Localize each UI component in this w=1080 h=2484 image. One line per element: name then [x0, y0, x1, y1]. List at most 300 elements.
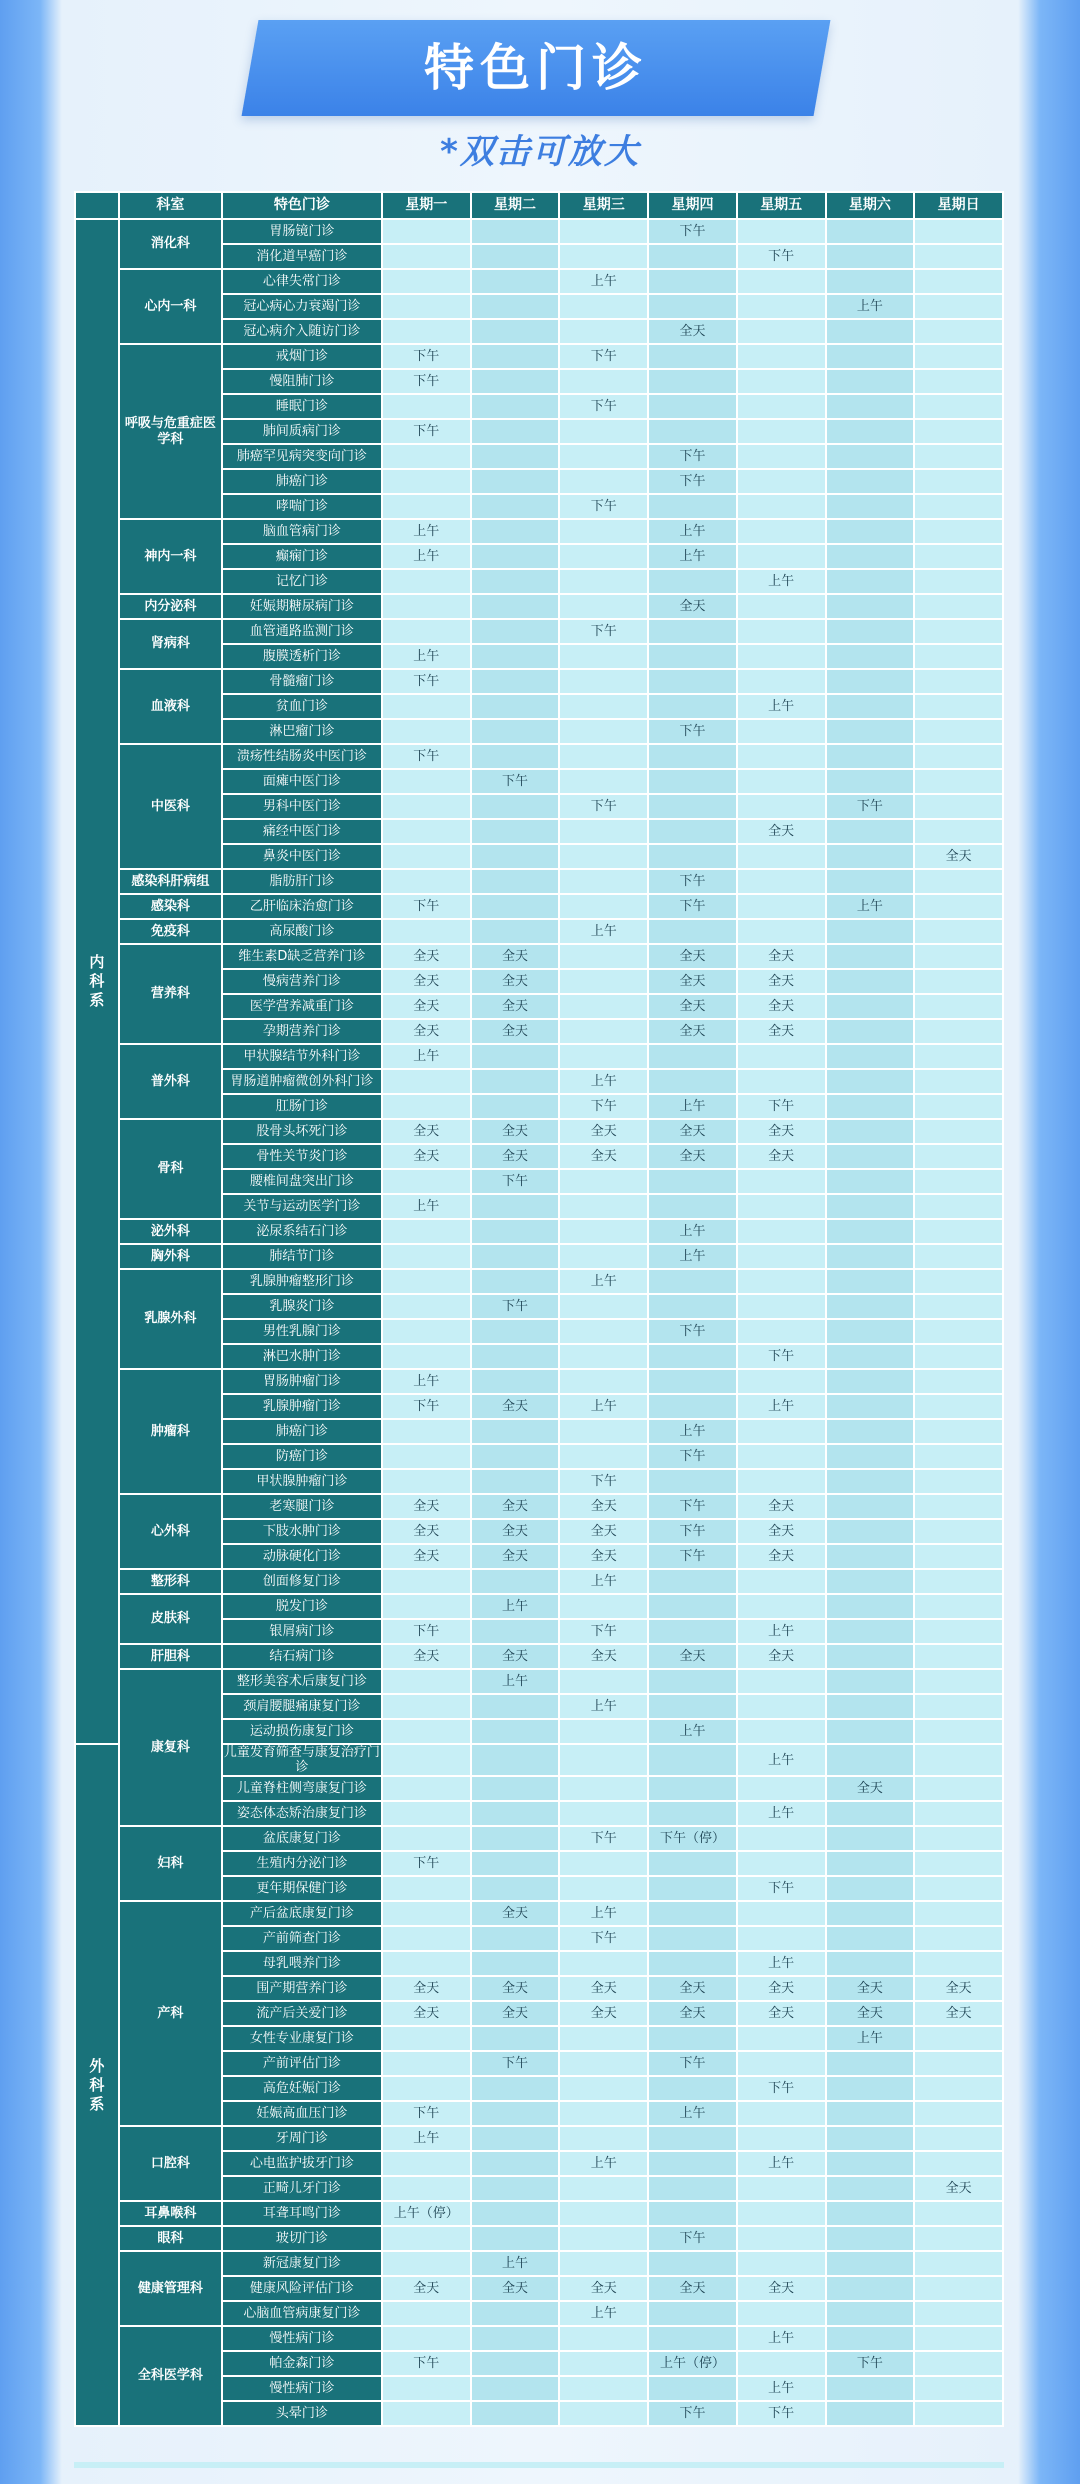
- table-row: [76, 2227, 1002, 2250]
- schedule-cell: [738, 470, 825, 493]
- clinic-name: 鼻炎中医门诊: [223, 845, 381, 868]
- schedule-cell: [472, 595, 559, 618]
- schedule-cell: [560, 2377, 647, 2400]
- schedule-cell: 上午: [827, 295, 914, 318]
- dept-cell: 肿瘤科: [120, 1370, 221, 1493]
- schedule-cell: [738, 2302, 825, 2325]
- schedule-cell: [915, 720, 1002, 743]
- schedule-cell: [915, 1020, 1002, 1043]
- schedule-cell: [827, 920, 914, 943]
- clinic-name: 哮喘门诊: [223, 495, 381, 518]
- schedule-cell: [649, 2077, 736, 2100]
- schedule-cell: [915, 245, 1002, 268]
- schedule-cell: [383, 445, 470, 468]
- schedule-cell: 全天: [472, 1495, 559, 1518]
- system-label: 外 科 系: [76, 1745, 118, 2425]
- table-row: [76, 920, 1002, 943]
- schedule-cell: [472, 2202, 559, 2225]
- schedule-cell: [472, 695, 559, 718]
- schedule-cell: [383, 470, 470, 493]
- schedule-cell: [915, 670, 1002, 693]
- clinic-name: 创面修复门诊: [223, 1570, 381, 1593]
- page-title: 特色门诊: [424, 39, 648, 97]
- schedule-cell: [383, 795, 470, 818]
- schedule-cell: [472, 870, 559, 893]
- clinic-name: 面瘫中医门诊: [223, 770, 381, 793]
- schedule-cell: [827, 995, 914, 1018]
- schedule-cell: [827, 2402, 914, 2425]
- schedule-cell: [560, 1345, 647, 1368]
- schedule-cell: [738, 1852, 825, 1875]
- schedule-cell: [649, 1902, 736, 1925]
- schedule-cell: [738, 1720, 825, 1743]
- schedule-cell: 全天: [738, 1545, 825, 1568]
- schedule-cell: [472, 1420, 559, 1443]
- schedule-cell: [827, 820, 914, 843]
- schedule-cell: [827, 2252, 914, 2275]
- schedule-cell: [383, 395, 470, 418]
- schedule-cell: [560, 2052, 647, 2075]
- schedule-cell: [383, 1420, 470, 1443]
- schedule-cell: [560, 545, 647, 568]
- schedule-cell: [827, 720, 914, 743]
- schedule-cell: [472, 2227, 559, 2250]
- schedule-cell: 上午: [827, 895, 914, 918]
- schedule-cell: [649, 2027, 736, 2050]
- clinic-name: 冠心病介入随访门诊: [223, 320, 381, 343]
- schedule-cell: [472, 1570, 559, 1593]
- schedule-table-wrap: [74, 191, 1004, 2427]
- schedule-cell: [560, 2127, 647, 2150]
- clinic-name: 产前评估门诊: [223, 2052, 381, 2075]
- schedule-cell: [649, 1852, 736, 1875]
- schedule-cell: [827, 395, 914, 418]
- schedule-cell: [560, 1445, 647, 1468]
- schedule-cell: [649, 1570, 736, 1593]
- schedule-cell: [649, 1070, 736, 1093]
- clinic-name: 儿童脊柱侧弯康复门诊: [223, 1777, 381, 1800]
- schedule-cell: [383, 1877, 470, 1900]
- schedule-cell: [915, 645, 1002, 668]
- schedule-cell: [383, 570, 470, 593]
- table-row: [76, 2327, 1002, 2350]
- table-row: [76, 895, 1002, 918]
- clinic-name: 肛肠门诊: [223, 1095, 381, 1118]
- schedule-cell: [827, 1595, 914, 1618]
- schedule-cell: [560, 2102, 647, 2125]
- schedule-cell: [738, 295, 825, 318]
- schedule-cell: [915, 1802, 1002, 1825]
- schedule-cell: [649, 1927, 736, 1950]
- dept-cell: 肝胆科: [120, 1645, 221, 1668]
- clinic-name: 股骨头坏死门诊: [223, 1120, 381, 1143]
- schedule-cell: 全天: [383, 1645, 470, 1668]
- schedule-cell: [915, 1720, 1002, 1743]
- schedule-cell: 全天: [649, 595, 736, 618]
- schedule-cell: [915, 2127, 1002, 2150]
- dept-cell: 眼科: [120, 2227, 221, 2250]
- clinic-name: 儿童发育筛查与康复治疗门诊: [223, 1745, 380, 1775]
- dept-cell: 胸外科: [120, 1245, 221, 1268]
- dept-cell: 口腔科: [120, 2127, 221, 2200]
- schedule-cell: [383, 1570, 470, 1593]
- schedule-cell: 全天: [738, 970, 825, 993]
- schedule-cell: [383, 2252, 470, 2275]
- schedule-cell: 全天: [472, 1395, 559, 1418]
- schedule-cell: [827, 2302, 914, 2325]
- schedule-cell: 下午: [472, 770, 559, 793]
- schedule-cell: [915, 570, 1002, 593]
- schedule-cell: [915, 1520, 1002, 1543]
- schedule-cell: [560, 1720, 647, 1743]
- schedule-cell: [738, 620, 825, 643]
- schedule-cell: [472, 2127, 559, 2150]
- schedule-cell: 上午: [649, 1220, 736, 1243]
- table-row: [76, 1045, 1002, 1068]
- clinic-name: 老寒腿门诊: [223, 1495, 381, 1518]
- header-corner: [76, 193, 118, 218]
- schedule-cell: [560, 845, 647, 868]
- clinic-name: 肺间质病门诊: [223, 420, 381, 443]
- clinic-name: 乙肝临床治愈门诊: [223, 895, 381, 918]
- schedule-cell: [383, 1170, 470, 1193]
- schedule-cell: [649, 1877, 736, 1900]
- schedule-cell: [827, 670, 914, 693]
- schedule-cell: [649, 1777, 736, 1800]
- schedule-cell: 下午: [560, 495, 647, 518]
- schedule-cell: [915, 1670, 1002, 1693]
- schedule-cell: 全天: [560, 1120, 647, 1143]
- schedule-cell: [472, 245, 559, 268]
- schedule-cell: 下午: [738, 245, 825, 268]
- schedule-cell: [649, 1620, 736, 1643]
- schedule-cell: [472, 795, 559, 818]
- schedule-cell: 上午: [649, 545, 736, 568]
- schedule-cell: [738, 795, 825, 818]
- schedule-cell: [827, 870, 914, 893]
- schedule-cell: [738, 2102, 825, 2125]
- schedule-cell: [383, 320, 470, 343]
- table-row: [76, 2202, 1002, 2225]
- schedule-cell: 上午: [472, 2252, 559, 2275]
- schedule-cell: [827, 1827, 914, 1850]
- dept-cell: 营养科: [120, 945, 221, 1043]
- schedule-cell: 上午: [649, 2102, 736, 2125]
- schedule-cell: [560, 2202, 647, 2225]
- schedule-cell: [560, 1370, 647, 1393]
- schedule-cell: [915, 545, 1002, 568]
- schedule-cell: [472, 1220, 559, 1243]
- schedule-cell: [383, 845, 470, 868]
- clinic-name: 骨髓瘤门诊: [223, 670, 381, 693]
- schedule-cell: [383, 1695, 470, 1718]
- schedule-cell: [738, 395, 825, 418]
- schedule-cell: [560, 445, 647, 468]
- schedule-cell: [827, 1070, 914, 1093]
- schedule-cell: [827, 770, 914, 793]
- schedule-cell: [915, 895, 1002, 918]
- schedule-cell: 全天: [649, 1120, 736, 1143]
- schedule-cell: 下午: [383, 345, 470, 368]
- table-row: [76, 2127, 1002, 2150]
- schedule-cell: 全天: [738, 2277, 825, 2300]
- schedule-cell: [915, 2252, 1002, 2275]
- clinic-name: 盆底康复门诊: [223, 1827, 381, 1850]
- schedule-cell: 上午: [738, 2152, 825, 2175]
- schedule-cell: 上午（停）: [649, 2352, 736, 2375]
- dept-cell: 中医科: [120, 745, 221, 868]
- schedule-cell: [472, 520, 559, 543]
- schedule-cell: 下午: [560, 620, 647, 643]
- schedule-cell: [649, 1470, 736, 1493]
- schedule-cell: [915, 1470, 1002, 1493]
- clinic-name: 牙周门诊: [223, 2127, 381, 2150]
- schedule-cell: 上午: [560, 1570, 647, 1593]
- schedule-cell: [827, 570, 914, 593]
- table-row: [76, 1570, 1002, 1593]
- schedule-cell: 全天: [383, 1495, 470, 1518]
- schedule-cell: [827, 2052, 914, 2075]
- header-sun: 星期日: [915, 193, 1002, 218]
- schedule-cell: [472, 1070, 559, 1093]
- schedule-cell: [738, 1295, 825, 1318]
- schedule-cell: [915, 770, 1002, 793]
- clinic-name: 胃肠肿瘤门诊: [223, 1370, 381, 1393]
- schedule-cell: [915, 795, 1002, 818]
- schedule-cell: [560, 295, 647, 318]
- schedule-cell: 全天: [383, 970, 470, 993]
- header-thu: 星期四: [649, 193, 736, 218]
- schedule-cell: [738, 1320, 825, 1343]
- schedule-cell: 全天: [383, 2002, 470, 2025]
- schedule-cell: [827, 1095, 914, 1118]
- schedule-cell: 上午: [560, 270, 647, 293]
- schedule-cell: [472, 2177, 559, 2200]
- schedule-cell: 全天: [383, 1977, 470, 2000]
- schedule-cell: 全天: [383, 2277, 470, 2300]
- clinic-name: 生殖内分泌门诊: [223, 1852, 381, 1875]
- dept-cell: 呼吸与危重症医学科: [120, 345, 221, 518]
- schedule-cell: 下午: [738, 2077, 825, 2100]
- schedule-cell: [649, 2252, 736, 2275]
- clinic-name: 耳聋耳鸣门诊: [223, 2202, 381, 2225]
- schedule-cell: [915, 870, 1002, 893]
- schedule-cell: 上午: [383, 2127, 470, 2150]
- schedule-cell: 全天: [915, 2002, 1002, 2025]
- schedule-cell: 下午: [472, 1170, 559, 1193]
- schedule-cell: [738, 1470, 825, 1493]
- schedule-cell: [827, 945, 914, 968]
- schedule-cell: [560, 1745, 647, 1775]
- schedule-cell: [560, 2177, 647, 2200]
- schedule-cell: [560, 2252, 647, 2275]
- schedule-cell: [472, 2152, 559, 2175]
- schedule-cell: 上午: [560, 1270, 647, 1293]
- schedule-cell: 下午: [649, 470, 736, 493]
- schedule-cell: 上午: [738, 1802, 825, 1825]
- schedule-cell: [560, 1170, 647, 1193]
- schedule-cell: [827, 220, 914, 243]
- schedule-cell: [383, 1245, 470, 1268]
- schedule-cell: 全天: [383, 995, 470, 1018]
- schedule-cell: [827, 1295, 914, 1318]
- dept-cell: 乳腺外科: [120, 1270, 221, 1368]
- schedule-cell: [915, 1852, 1002, 1875]
- schedule-cell: [915, 1952, 1002, 1975]
- dept-cell: 感染科肝病组: [120, 870, 221, 893]
- schedule-cell: [915, 320, 1002, 343]
- schedule-cell: 全天: [472, 1902, 559, 1925]
- clinic-name: 淋巴水肿门诊: [223, 1345, 381, 1368]
- clinic-name: 贫血门诊: [223, 695, 381, 718]
- schedule-cell: [738, 745, 825, 768]
- schedule-cell: 全天: [560, 1645, 647, 1668]
- schedule-cell: 全天: [560, 2277, 647, 2300]
- clinic-name: 健康风险评估门诊: [223, 2277, 381, 2300]
- schedule-cell: [738, 1370, 825, 1393]
- clinic-name: 戒烟门诊: [223, 345, 381, 368]
- schedule-cell: [472, 295, 559, 318]
- clinic-name: 淋巴瘤门诊: [223, 720, 381, 743]
- schedule-cell: [383, 2177, 470, 2200]
- clinic-name: 妊娠高血压门诊: [223, 2102, 381, 2125]
- schedule-cell: 上午: [560, 2302, 647, 2325]
- schedule-cell: 全天: [738, 1120, 825, 1143]
- schedule-cell: [560, 1320, 647, 1343]
- dept-cell: 免疫科: [120, 920, 221, 943]
- clinic-name: 慢性病门诊: [223, 2327, 381, 2350]
- schedule-cell: [472, 420, 559, 443]
- schedule-cell: [649, 1170, 736, 1193]
- schedule-cell: [827, 1245, 914, 1268]
- schedule-cell: 下午: [738, 1877, 825, 1900]
- zoom-hint: *双击可放大: [440, 132, 640, 172]
- schedule-cell: [915, 2052, 1002, 2075]
- schedule-cell: [383, 770, 470, 793]
- schedule-cell: [383, 620, 470, 643]
- schedule-cell: [649, 2152, 736, 2175]
- schedule-cell: 全天: [560, 1520, 647, 1543]
- schedule-cell: [738, 2177, 825, 2200]
- schedule-cell: 全天: [472, 1145, 559, 1168]
- schedule-cell: [738, 545, 825, 568]
- schedule-cell: [649, 1045, 736, 1068]
- schedule-cell: 上午: [383, 645, 470, 668]
- schedule-cell: [649, 270, 736, 293]
- schedule-cell: [472, 1952, 559, 1975]
- dept-cell: 血液科: [120, 670, 221, 743]
- schedule-cell: [827, 1927, 914, 1950]
- schedule-cell: 下午: [738, 1095, 825, 1118]
- clinic-name: 肺癌罕见病突变向门诊: [223, 445, 381, 468]
- table-row: [76, 870, 1002, 893]
- schedule-cell: [827, 2152, 914, 2175]
- dept-cell: 心内一科: [120, 270, 221, 343]
- schedule-cell: [915, 1045, 1002, 1068]
- table-row: [76, 1370, 1002, 1393]
- schedule-cell: 全天: [560, 1977, 647, 2000]
- schedule-cell: [827, 645, 914, 668]
- schedule-cell: 上午: [649, 1720, 736, 1743]
- schedule-cell: [649, 620, 736, 643]
- schedule-cell: [827, 1495, 914, 1518]
- dept-cell: 全科医学科: [120, 2327, 221, 2425]
- schedule-cell: [827, 1420, 914, 1443]
- schedule-cell: [560, 2077, 647, 2100]
- schedule-cell: 全天: [649, 1645, 736, 1668]
- dept-cell: 泌外科: [120, 1220, 221, 1243]
- schedule-cell: 下午: [649, 870, 736, 893]
- schedule-cell: [827, 1902, 914, 1925]
- schedule-cell: [649, 2177, 736, 2200]
- schedule-cell: [560, 745, 647, 768]
- schedule-cell: [472, 1320, 559, 1343]
- table-row: [76, 220, 1002, 243]
- schedule-cell: [560, 420, 647, 443]
- table-row: [76, 620, 1002, 643]
- schedule-cell: [827, 1570, 914, 1593]
- schedule-cell: [915, 1270, 1002, 1293]
- schedule-cell: [915, 2227, 1002, 2250]
- schedule-cell: [738, 1670, 825, 1693]
- schedule-cell: [560, 1245, 647, 1268]
- schedule-cell: [915, 345, 1002, 368]
- clinic-name: 痛经中医门诊: [223, 820, 381, 843]
- schedule-cell: [472, 370, 559, 393]
- schedule-cell: [738, 2052, 825, 2075]
- clinic-name: 孕期营养门诊: [223, 1020, 381, 1043]
- schedule-cell: 下午: [827, 795, 914, 818]
- schedule-cell: [827, 1952, 914, 1975]
- dept-cell: 肾病科: [120, 620, 221, 668]
- schedule-cell: [738, 920, 825, 943]
- schedule-cell: 下午: [383, 420, 470, 443]
- schedule-cell: [649, 570, 736, 593]
- schedule-cell: [827, 1745, 914, 1775]
- schedule-cell: [649, 1802, 736, 1825]
- table-header-row: [76, 193, 1002, 218]
- schedule-cell: [915, 2077, 1002, 2100]
- schedule-cell: [827, 1445, 914, 1468]
- schedule-cell: [560, 2227, 647, 2250]
- table-row: [76, 1120, 1002, 1143]
- schedule-cell: [560, 720, 647, 743]
- dept-cell: 耳鼻喉科: [120, 2202, 221, 2225]
- schedule-cell: [383, 1470, 470, 1493]
- clinic-name: 运动损伤康复门诊: [223, 1720, 381, 1743]
- schedule-cell: [915, 920, 1002, 943]
- schedule-cell: [560, 470, 647, 493]
- schedule-cell: [915, 1927, 1002, 1950]
- schedule-cell: [560, 2352, 647, 2375]
- clinic-name: 乳腺肿瘤门诊: [223, 1395, 381, 1418]
- schedule-cell: [915, 1445, 1002, 1468]
- schedule-cell: 全天: [649, 945, 736, 968]
- schedule-cell: 上午: [383, 1045, 470, 1068]
- schedule-cell: [827, 695, 914, 718]
- clinic-name: 脑血管病门诊: [223, 520, 381, 543]
- schedule-cell: [649, 370, 736, 393]
- schedule-cell: 上午: [472, 1670, 559, 1693]
- schedule-cell: 上午: [560, 1902, 647, 1925]
- schedule-cell: [649, 2302, 736, 2325]
- schedule-cell: [383, 1902, 470, 1925]
- schedule-cell: [560, 695, 647, 718]
- schedule-cell: [649, 1695, 736, 1718]
- schedule-cell: [383, 1095, 470, 1118]
- schedule-cell: 下午: [649, 1445, 736, 1468]
- schedule-cell: [472, 1370, 559, 1393]
